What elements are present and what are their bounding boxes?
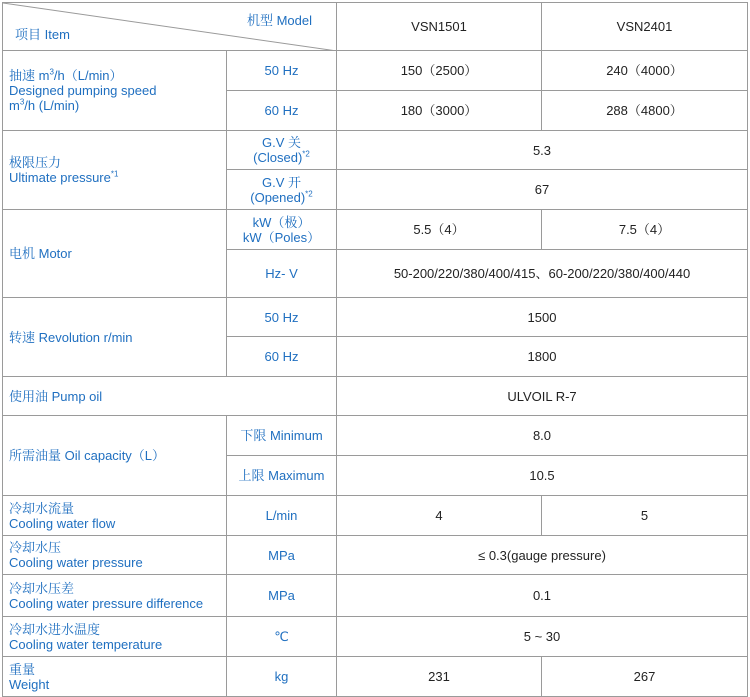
table-row <box>3 377 748 416</box>
value-cell: 1800 <box>337 337 748 377</box>
value-cell: 231 <box>337 657 542 697</box>
table-row <box>3 536 748 575</box>
value-cell: 67 <box>337 170 748 210</box>
table-row <box>3 657 748 697</box>
value-cell: 0.1 <box>337 575 748 617</box>
cooling-temp-label: 冷却水进水温度 Cooling water temperature <box>3 617 227 657</box>
table-row <box>3 298 748 337</box>
value-cell: ≤ 0.3(gauge pressure) <box>337 536 748 575</box>
pump-oil-label: 使用油 Pump oil <box>3 377 337 416</box>
header-row <box>3 3 748 51</box>
unit-cell: kW（极） kW（Poles） <box>227 210 337 250</box>
unit-cell: ℃ <box>227 617 337 657</box>
header-corner-cell <box>3 3 337 51</box>
value-cell: 50-200/220/380/400/415、60-200/220/380/400/440 <box>337 250 748 298</box>
cooling-flow-label: 冷却水流量 Cooling water flow <box>3 496 227 536</box>
value-cell: 180（3000） <box>337 91 542 131</box>
value-cell: 150（2500） <box>337 51 542 91</box>
value-cell: 10.5 <box>337 456 748 496</box>
value-cell: ULVOIL R-7 <box>337 377 748 416</box>
unit-cell: 50 Hz <box>227 51 337 91</box>
table-row <box>3 210 748 250</box>
value-cell: 4 <box>337 496 542 536</box>
value-cell: 1500 <box>337 298 748 337</box>
unit-cell: kg <box>227 657 337 697</box>
unit-cell: 60 Hz <box>227 337 337 377</box>
value-cell: 240（4000） <box>542 51 748 91</box>
spec-table <box>2 2 748 697</box>
model-vsn1501-header: VSN1501 <box>337 3 542 51</box>
model-header-label: 机型 Model <box>246 13 312 28</box>
ultimate-pressure-label: 极限压力 Ultimate pressure$^{*1}$ <box>3 131 227 210</box>
table-row <box>3 416 748 456</box>
item-header-label: 项目 Item <box>15 27 70 42</box>
value-cell: 288（4800） <box>542 91 748 131</box>
unit-cell: 上限 Maximum <box>227 456 337 496</box>
table-row <box>3 575 748 617</box>
unit-cell: MPa <box>227 536 337 575</box>
unit-cell: 下限 Minimum <box>227 416 337 456</box>
unit-cell: 50 Hz <box>227 298 337 337</box>
table-row <box>3 617 748 657</box>
unit-cell: G.V 关 (Closed)$^{*2}$ <box>227 131 337 170</box>
value-cell: 5 ~ 30 <box>337 617 748 657</box>
value-cell: 5.5（4） <box>337 210 542 250</box>
oil-capacity-label: 所需油量 Oil capacity（L） <box>3 416 227 496</box>
unit-cell: L/min <box>227 496 337 536</box>
table-row <box>3 51 748 91</box>
unit-cell: Hz- V <box>227 250 337 298</box>
motor-label: 电机 Motor <box>3 210 227 298</box>
revolution-label: 转速 Revolution r/min <box>3 298 227 377</box>
cooling-pressure-label: 冷却水压 Cooling water pressure <box>3 536 227 575</box>
unit-cell: G.V 开 (Opened)$^{*2}$ <box>227 170 337 210</box>
value-cell: 8.0 <box>337 416 748 456</box>
unit-cell: 60 Hz <box>227 91 337 131</box>
table-row <box>3 131 748 170</box>
value-cell: 267 <box>542 657 748 697</box>
pumping-speed-label: 抽速 $m^3/h(L/\min)$ Designed pumping speed $m^3/h$ (L/min) <box>3 51 227 131</box>
table-row <box>3 496 748 536</box>
value-cell: 5.3 <box>337 131 748 170</box>
value-cell: 7.5（4） <box>542 210 748 250</box>
unit-cell: MPa <box>227 575 337 617</box>
model-vsn2401-header: VSN2401 <box>542 3 748 51</box>
value-cell: 5 <box>542 496 748 536</box>
weight-label: 重量 Weight <box>3 657 227 697</box>
cooling-diff-label: 冷却水压差 Cooling water pressure difference <box>3 575 227 617</box>
